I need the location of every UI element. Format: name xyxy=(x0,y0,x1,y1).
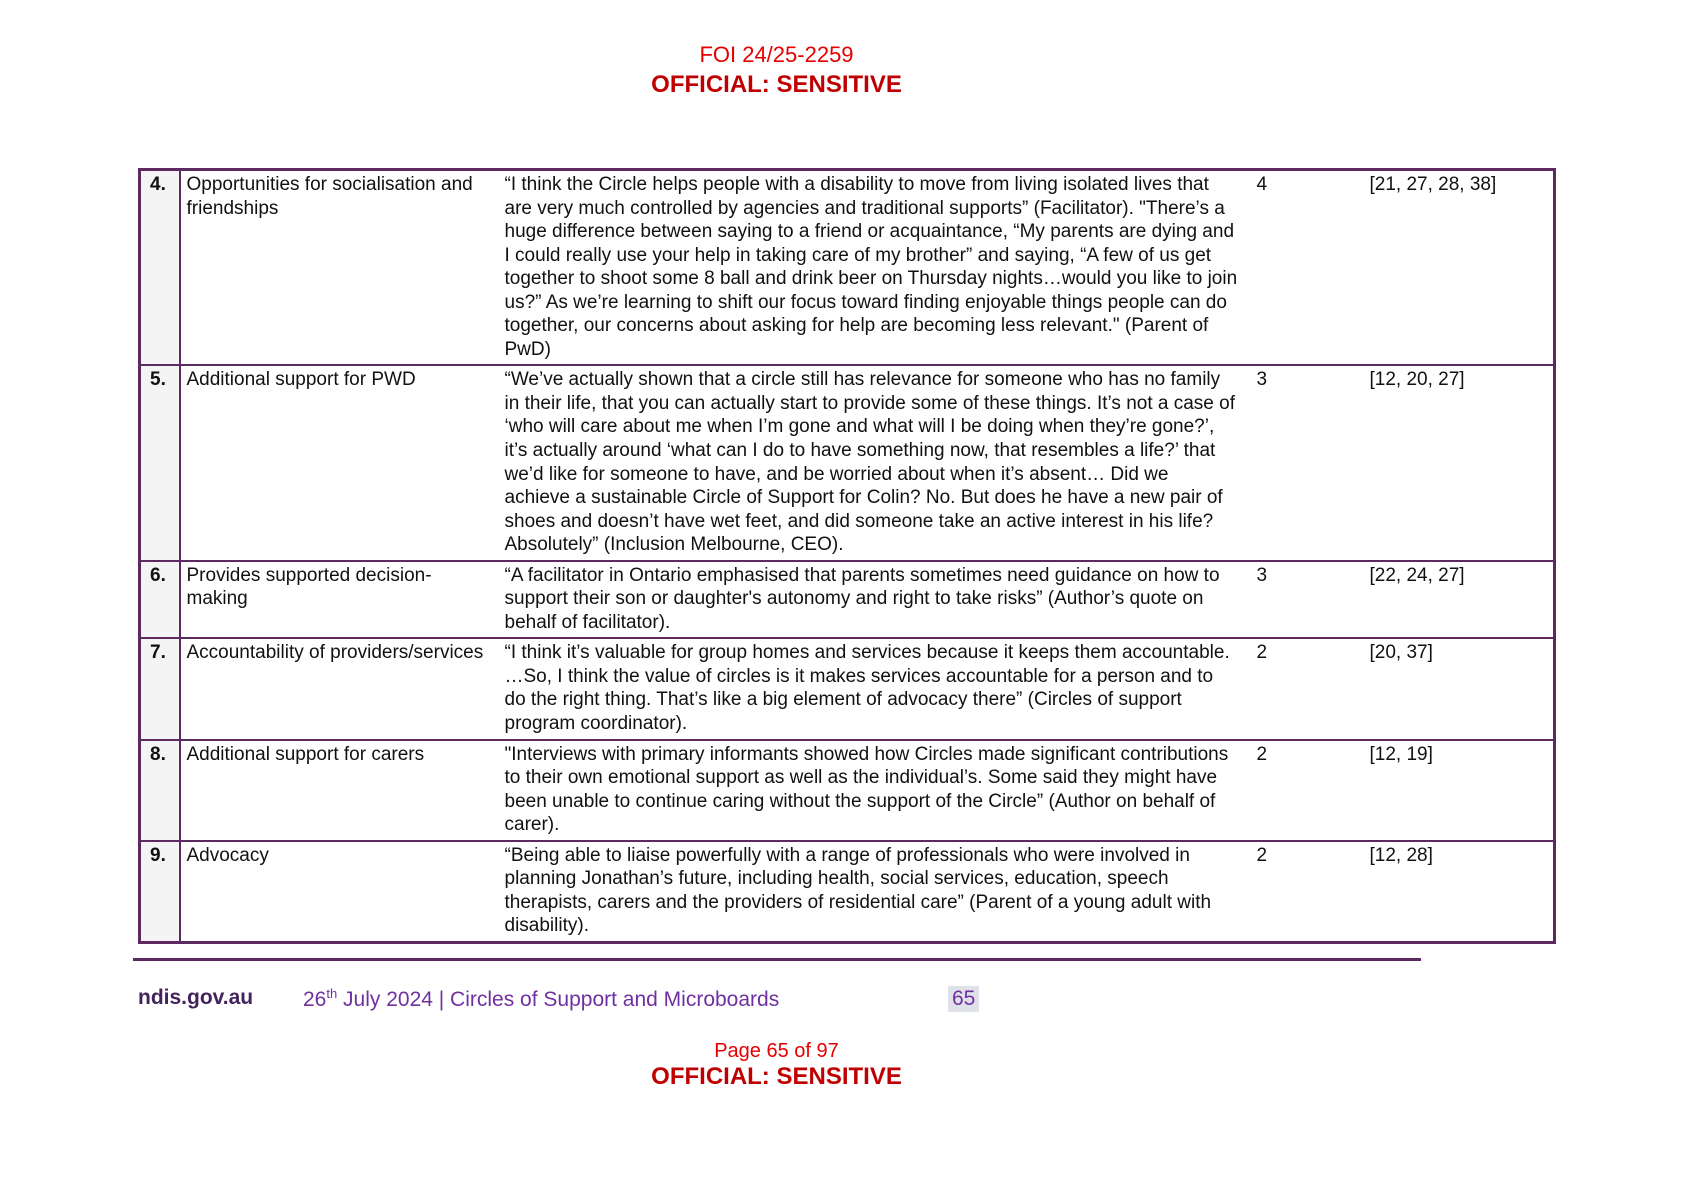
page-bottom xyxy=(0,1040,1553,1091)
theme-cell: Additional support for PWD xyxy=(180,365,499,560)
row-number: 6. xyxy=(140,561,180,639)
quote-cell: "Interviews with primary informants showed how Circles made significant contributions to their own emotional support as well as the individual’s. Some said they might have been unable to continue caring without the support of the Circle” (Author on behalf of carer). xyxy=(499,740,1252,841)
date-day: 26 xyxy=(303,988,327,1011)
theme-cell: Additional support for carers xyxy=(180,740,499,841)
classification-header: OFFICIAL: SENSITIVE xyxy=(651,71,902,98)
count-cell: 2 xyxy=(1252,841,1365,943)
count-cell: 3 xyxy=(1252,561,1365,639)
row-number: 8. xyxy=(140,740,180,841)
classification-footer: OFFICIAL: SENSITIVE xyxy=(651,1063,902,1090)
refs-cell: [22, 24, 27] xyxy=(1365,561,1555,639)
date-ordinal: th xyxy=(326,986,338,1001)
table-row xyxy=(140,561,1555,639)
quote-cell: “I think it’s valuable for group homes and services because it keeps them accountable. …So, I think the value of circles is it makes services accountable for a person and to do the right thing. That’s like a big element of advocacy there” (Circles of support program coordinator). xyxy=(499,638,1252,739)
table-row xyxy=(140,841,1555,943)
count-cell: 2 xyxy=(1252,740,1365,841)
table-row xyxy=(140,365,1555,560)
theme-cell: Opportunities for socialisation and friendships xyxy=(186,174,473,219)
count-cell: 4 xyxy=(1256,174,1268,195)
refs-cell: [20, 37] xyxy=(1365,638,1555,739)
footer-divider xyxy=(133,958,1421,961)
theme-cell: Accountability of providers/services xyxy=(180,638,499,739)
refs-cell: [21, 27, 28, 38] xyxy=(1369,174,1497,195)
theme-cell: Provides supported decision-making xyxy=(180,561,499,639)
table-row xyxy=(140,638,1555,739)
page-number-field: 65 xyxy=(948,986,979,1012)
footer-date-title xyxy=(303,986,779,1012)
page-footer xyxy=(0,986,1682,1016)
row-number: 7. xyxy=(140,638,180,739)
row-number: 9. xyxy=(140,841,180,943)
quote-cell: “Being able to liaise powerfully with a range of professionals who were involved in planning Jonathan’s future, including health, social services, education, speech therapists, carers and the providers of residential care” (Parent of a young adult with disability). xyxy=(499,841,1252,943)
count-cell: 2 xyxy=(1252,638,1365,739)
quote-cell: “We’ve actually shown that a circle still has relevance for someone who has no family in their life, that you can actually start to provide some of these things. It’s not a case of ‘who will care about me when I’m gone and what will I be doing when they’re gone?’, it’s actually around ‘what can I do to have something now, that resembles a life?’ that we’d like for someone to have, and be worried about when it’s absent… Did we achieve a sustainable Circle of Support for Colin? No. But does he have a new pair of shoes and doesn’t have wet feet, and did someone take an active interest in his life? Absolutely” (Inclusion Melbourne, CEO). xyxy=(499,365,1252,560)
row-number: 4. xyxy=(140,170,180,366)
theme-cell: Advocacy xyxy=(180,841,499,943)
row-number: 5. xyxy=(140,365,180,560)
quote-cell: “A facilitator in Ontario emphasised that parents sometimes need guidance on how to support their son or daughter's autonomy and right to take risks” (Author’s quote on behalf of facilitator). xyxy=(499,561,1252,639)
table-row xyxy=(140,740,1555,841)
quote-cell: “I think the Circle helps people with a disability to move from living isolated lives that are very much controlled by agencies and traditional supports” (Facilitator). "There’s a huge difference between saying to a friend or acquaintance, “My parents are dying and I could really use your help in taking care of my brother” and saying, “A few of us get together to shoot some 8 ball and drink beer on Thursday nights…would you like to join us?” As we’re learning to shift our focus toward finding enjoyable things people can do together, our concerns about asking for help are becoming less relevant." (Parent of PwD) xyxy=(504,174,1238,360)
date-rest: July 2024 | Circles of Support and Microboards xyxy=(337,988,780,1011)
foi-reference: FOI 24/25-2259 xyxy=(699,42,854,67)
page-of-label: Page 65 of 97 xyxy=(714,1040,839,1062)
ndis-url: ndis.gov.au xyxy=(138,986,254,1009)
refs-cell: [12, 20, 27] xyxy=(1365,365,1555,560)
table-row xyxy=(140,170,1555,366)
page-header xyxy=(0,42,1553,99)
count-cell: 3 xyxy=(1252,365,1365,560)
themes-table xyxy=(138,168,1556,944)
refs-cell: [12, 28] xyxy=(1365,841,1555,943)
refs-cell: [12, 19] xyxy=(1365,740,1555,841)
